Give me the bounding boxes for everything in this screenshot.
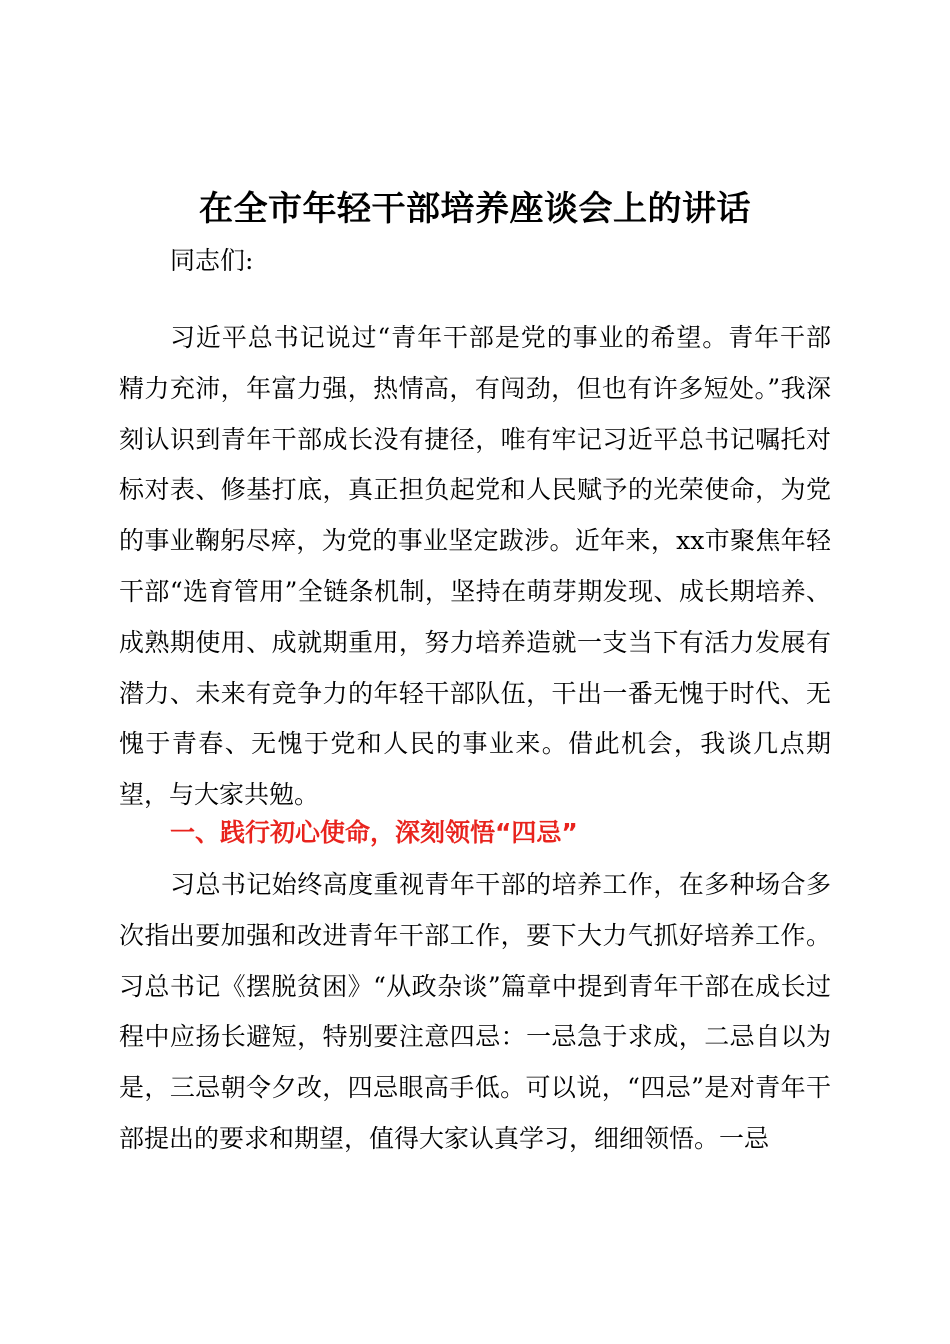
section-paragraph: 习总书记始终高度重视青年干部的培养工作，在多种场合多次指出要加强和改进青年干部工作，要下大力气抓好培养工作。习总书记《摆脱贫困》“从政杂谈”篇章中提到青年干部在成长过程中应扬长避短，特别要注意四忌：一忌急于求成，二忌自以为是，三忌朝令夕改，四忌眼高手低。可以说，“四忌”是对青年干部提出的要求和期望，值得大家认真学习，细细领悟。一忌	[119, 870, 831, 1153]
section-heading: 一、践行初心使命，深刻领悟“四忌”	[170, 818, 578, 847]
greeting: 同志们:	[170, 246, 254, 275]
document-title: 在全市年轻干部培养座谈会上的讲话	[199, 189, 751, 229]
intro-paragraph: 习近平总书记说过“青年干部是党的事业的希望。青年干部精力充沛，年富力强，热情高，有闯劲，但也有许多短处。”我深刻认识到青年干部成长没有捷径，唯有牢记习近平总书记嘱托对标对表、修基打底，真正担负起党和人民赋予的光荣使命，为党的事业鞠躬尽瘁，为党的事业坚定跋涉。近年来，xx市聚焦年轻干部“选育管用”全链条机制，坚持在萌芽期发现、成长期培养、成熟期使用、成就期重用，努力培养造就一支当下有活力发展有潜力、未来有竞争力的年轻干部队伍，干出一番无愧于时代、无愧于青春、无愧于党和人民的事业来。借此机会，我谈几点期望，与大家共勉。	[119, 323, 831, 810]
